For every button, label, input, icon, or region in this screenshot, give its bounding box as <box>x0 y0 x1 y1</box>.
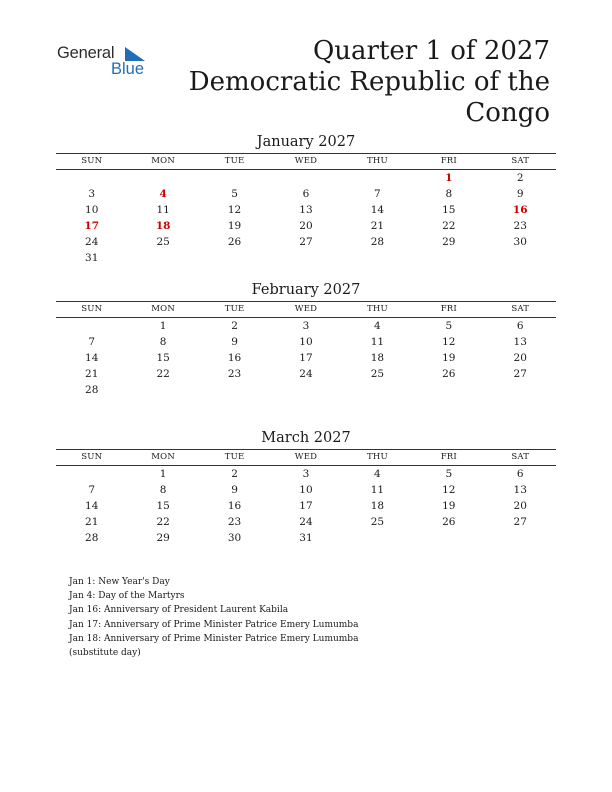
day-cell: 2 <box>231 468 238 480</box>
empty-day-cell <box>413 250 484 266</box>
day-cell: 22 <box>156 368 170 380</box>
weekday-sat: SAT <box>511 156 530 166</box>
holiday-date: 18 <box>155 220 171 232</box>
weekday-tue: TUE <box>224 452 245 462</box>
weekday-wed: WED <box>294 452 318 462</box>
week-row <box>56 382 556 398</box>
day-cell: 28 <box>85 532 99 544</box>
week-row <box>56 318 556 334</box>
day-cell: 10 <box>85 204 99 216</box>
month-grid <box>56 170 556 266</box>
holiday-note: Jan 17: Anniversary of Prime Minister Patrice Emery Lumumba <box>69 619 359 630</box>
day-cell: 2 <box>516 172 524 184</box>
day-cell: 18 <box>370 500 385 512</box>
day-cell: 26 <box>442 516 456 528</box>
weekday-fri: FRI <box>440 452 457 462</box>
day-cell: 31 <box>85 252 99 264</box>
weekday-sat: SAT <box>511 452 530 462</box>
day-cell: 27 <box>513 516 527 528</box>
title-line-3: Congo <box>465 98 550 128</box>
day-cell: 24 <box>299 516 313 528</box>
day-cell: 28 <box>370 236 385 248</box>
weekday-mon: MON <box>151 452 175 462</box>
day-cell: 28 <box>85 384 99 396</box>
day-cell: 12 <box>442 484 456 496</box>
day-cell: 8 <box>445 188 453 200</box>
day-cell: 29 <box>156 532 170 544</box>
month-grid <box>56 466 556 546</box>
empty-day-cell <box>199 250 270 266</box>
day-cell: 24 <box>299 368 313 380</box>
week-row <box>56 366 556 382</box>
day-cell: 13 <box>299 204 313 216</box>
title-line-1: Quarter 1 of 2027 <box>312 36 550 66</box>
day-cell: 6 <box>516 320 524 332</box>
week-row <box>56 170 556 186</box>
day-cell: 19 <box>442 352 456 364</box>
day-cell: 16 <box>227 500 242 512</box>
logo-text-general: General <box>57 44 115 62</box>
day-cell: 31 <box>299 532 313 544</box>
empty-day-cell <box>199 170 270 186</box>
day-cell: 23 <box>513 220 527 232</box>
holiday-date: 1 <box>445 172 453 184</box>
day-cell: 20 <box>299 220 313 232</box>
weekday-thu: THU <box>366 304 388 314</box>
week-row <box>56 250 556 266</box>
day-cell: 27 <box>299 236 313 248</box>
week-row <box>56 334 556 350</box>
weekday-sun: SUN <box>81 304 103 314</box>
empty-day-cell <box>413 382 484 398</box>
day-cell: 8 <box>159 336 167 348</box>
week-row <box>56 218 556 234</box>
day-cell: 25 <box>370 368 385 380</box>
day-cell: 17 <box>299 352 313 364</box>
weekday-thu: THU <box>366 156 388 166</box>
week-row <box>56 514 556 530</box>
day-cell: 21 <box>85 516 99 528</box>
empty-day-cell <box>127 382 198 398</box>
month-february <box>56 280 556 398</box>
weekday-header <box>56 301 556 318</box>
empty-day-cell <box>199 382 270 398</box>
empty-day-cell <box>270 170 341 186</box>
day-cell: 19 <box>227 220 242 232</box>
holiday-date: 4 <box>159 188 167 200</box>
day-cell: 3 <box>302 320 310 332</box>
day-cell: 7 <box>88 484 96 496</box>
day-cell: 20 <box>513 500 527 512</box>
day-cell: 7 <box>374 188 381 200</box>
holiday-date: 16 <box>512 204 528 216</box>
day-cell: 23 <box>227 368 242 380</box>
empty-day-cell <box>342 170 413 186</box>
day-cell: 15 <box>156 500 170 512</box>
day-cell: 9 <box>231 336 238 348</box>
weekday-sun: SUN <box>81 452 103 462</box>
day-cell: 12 <box>227 204 242 216</box>
day-cell: 7 <box>88 336 96 348</box>
day-cell: 22 <box>156 516 170 528</box>
empty-day-cell <box>127 250 198 266</box>
week-row <box>56 498 556 514</box>
day-cell: 5 <box>445 320 453 332</box>
empty-day-cell <box>56 318 127 334</box>
day-cell: 9 <box>231 484 238 496</box>
day-cell: 15 <box>156 352 170 364</box>
page-title <box>189 36 550 129</box>
day-cell: 5 <box>445 468 453 480</box>
day-cell: 26 <box>442 368 456 380</box>
week-row <box>56 482 556 498</box>
day-cell: 6 <box>516 468 524 480</box>
day-cell: 12 <box>442 336 456 348</box>
month-title: March 2027 <box>261 430 351 446</box>
day-cell: 9 <box>516 188 524 200</box>
empty-day-cell <box>56 466 127 482</box>
holiday-note: Jan 1: New Year's Day <box>69 577 170 587</box>
week-row <box>56 530 556 546</box>
day-cell: 20 <box>513 352 527 364</box>
empty-day-cell <box>270 250 341 266</box>
weekday-tue: TUE <box>224 156 245 166</box>
month-title: January 2027 <box>256 134 356 150</box>
week-row <box>56 186 556 202</box>
weekday-wed: WED <box>294 304 318 314</box>
day-cell: 21 <box>85 368 99 380</box>
day-cell: 14 <box>85 352 99 364</box>
weekday-sun: SUN <box>81 156 103 166</box>
day-cell: 16 <box>227 352 242 364</box>
day-cell: 5 <box>231 188 238 200</box>
empty-day-cell <box>413 530 484 546</box>
empty-day-cell <box>485 530 556 546</box>
weekday-thu: THU <box>366 452 388 462</box>
day-cell: 3 <box>302 468 310 480</box>
title-line-2: Democratic Republic of the <box>188 67 550 97</box>
day-cell: 4 <box>374 468 381 480</box>
day-cell: 3 <box>88 188 96 200</box>
weekday-header <box>56 153 556 170</box>
week-row <box>56 234 556 250</box>
day-cell: 26 <box>227 236 242 248</box>
week-row <box>56 466 556 482</box>
day-cell: 27 <box>513 368 527 380</box>
empty-day-cell <box>485 382 556 398</box>
day-cell: 6 <box>302 188 310 200</box>
month-title: February 2027 <box>251 282 361 298</box>
day-cell: 8 <box>159 484 167 496</box>
weekday-mon: MON <box>151 304 175 314</box>
weekday-tue: TUE <box>224 304 245 314</box>
day-cell: 10 <box>299 336 313 348</box>
day-cell: 22 <box>442 220 456 232</box>
weekday-fri: FRI <box>440 304 457 314</box>
weekday-mon: MON <box>151 156 175 166</box>
month-january <box>56 132 556 266</box>
empty-day-cell <box>56 170 127 186</box>
day-cell: 11 <box>370 484 385 496</box>
month-march <box>56 428 556 546</box>
day-cell: 13 <box>513 336 527 348</box>
empty-day-cell <box>485 250 556 266</box>
day-cell: 1 <box>159 468 167 480</box>
day-cell: 14 <box>85 500 99 512</box>
day-cell: 2 <box>231 320 238 332</box>
day-cell: 25 <box>370 516 385 528</box>
day-cell: 11 <box>156 204 170 216</box>
empty-day-cell <box>127 170 198 186</box>
holiday-note: Jan 18: Anniversary of Prime Minister Patrice Emery Lumumba <box>69 633 359 644</box>
day-cell: 18 <box>370 352 385 364</box>
generalblue-logo <box>57 44 157 82</box>
day-cell: 21 <box>370 220 385 232</box>
day-cell: 14 <box>370 204 385 216</box>
weekday-wed: WED <box>294 156 318 166</box>
day-cell: 1 <box>159 320 167 332</box>
week-row <box>56 202 556 218</box>
day-cell: 25 <box>156 236 170 248</box>
day-cell: 30 <box>513 236 527 248</box>
holiday-note: Jan 4: Day of the Martyrs <box>69 591 185 602</box>
day-cell: 24 <box>85 236 99 248</box>
day-cell: 19 <box>442 500 456 512</box>
logo-text-blue: Blue <box>111 60 145 78</box>
month-grid <box>56 318 556 398</box>
holiday-date: 17 <box>84 220 100 232</box>
empty-day-cell <box>342 530 413 546</box>
day-cell: 4 <box>374 320 381 332</box>
day-cell: 17 <box>299 500 313 512</box>
holiday-note: Jan 16: Anniversary of President Laurent Kabila <box>69 605 289 616</box>
weekday-header <box>56 449 556 466</box>
day-cell: 10 <box>299 484 313 496</box>
weekday-sat: SAT <box>511 304 530 314</box>
day-cell: 29 <box>442 236 456 248</box>
day-cell: 13 <box>513 484 527 496</box>
week-row <box>56 350 556 366</box>
day-cell: 23 <box>227 516 242 528</box>
empty-day-cell <box>342 382 413 398</box>
holiday-notes <box>69 575 358 660</box>
day-cell: 30 <box>227 532 242 544</box>
weekday-fri: FRI <box>440 156 457 166</box>
day-cell: 15 <box>442 204 456 216</box>
empty-day-cell <box>342 250 413 266</box>
day-cell: 11 <box>370 336 385 348</box>
empty-day-cell <box>270 382 341 398</box>
holiday-note: (substitute day) <box>69 648 141 659</box>
